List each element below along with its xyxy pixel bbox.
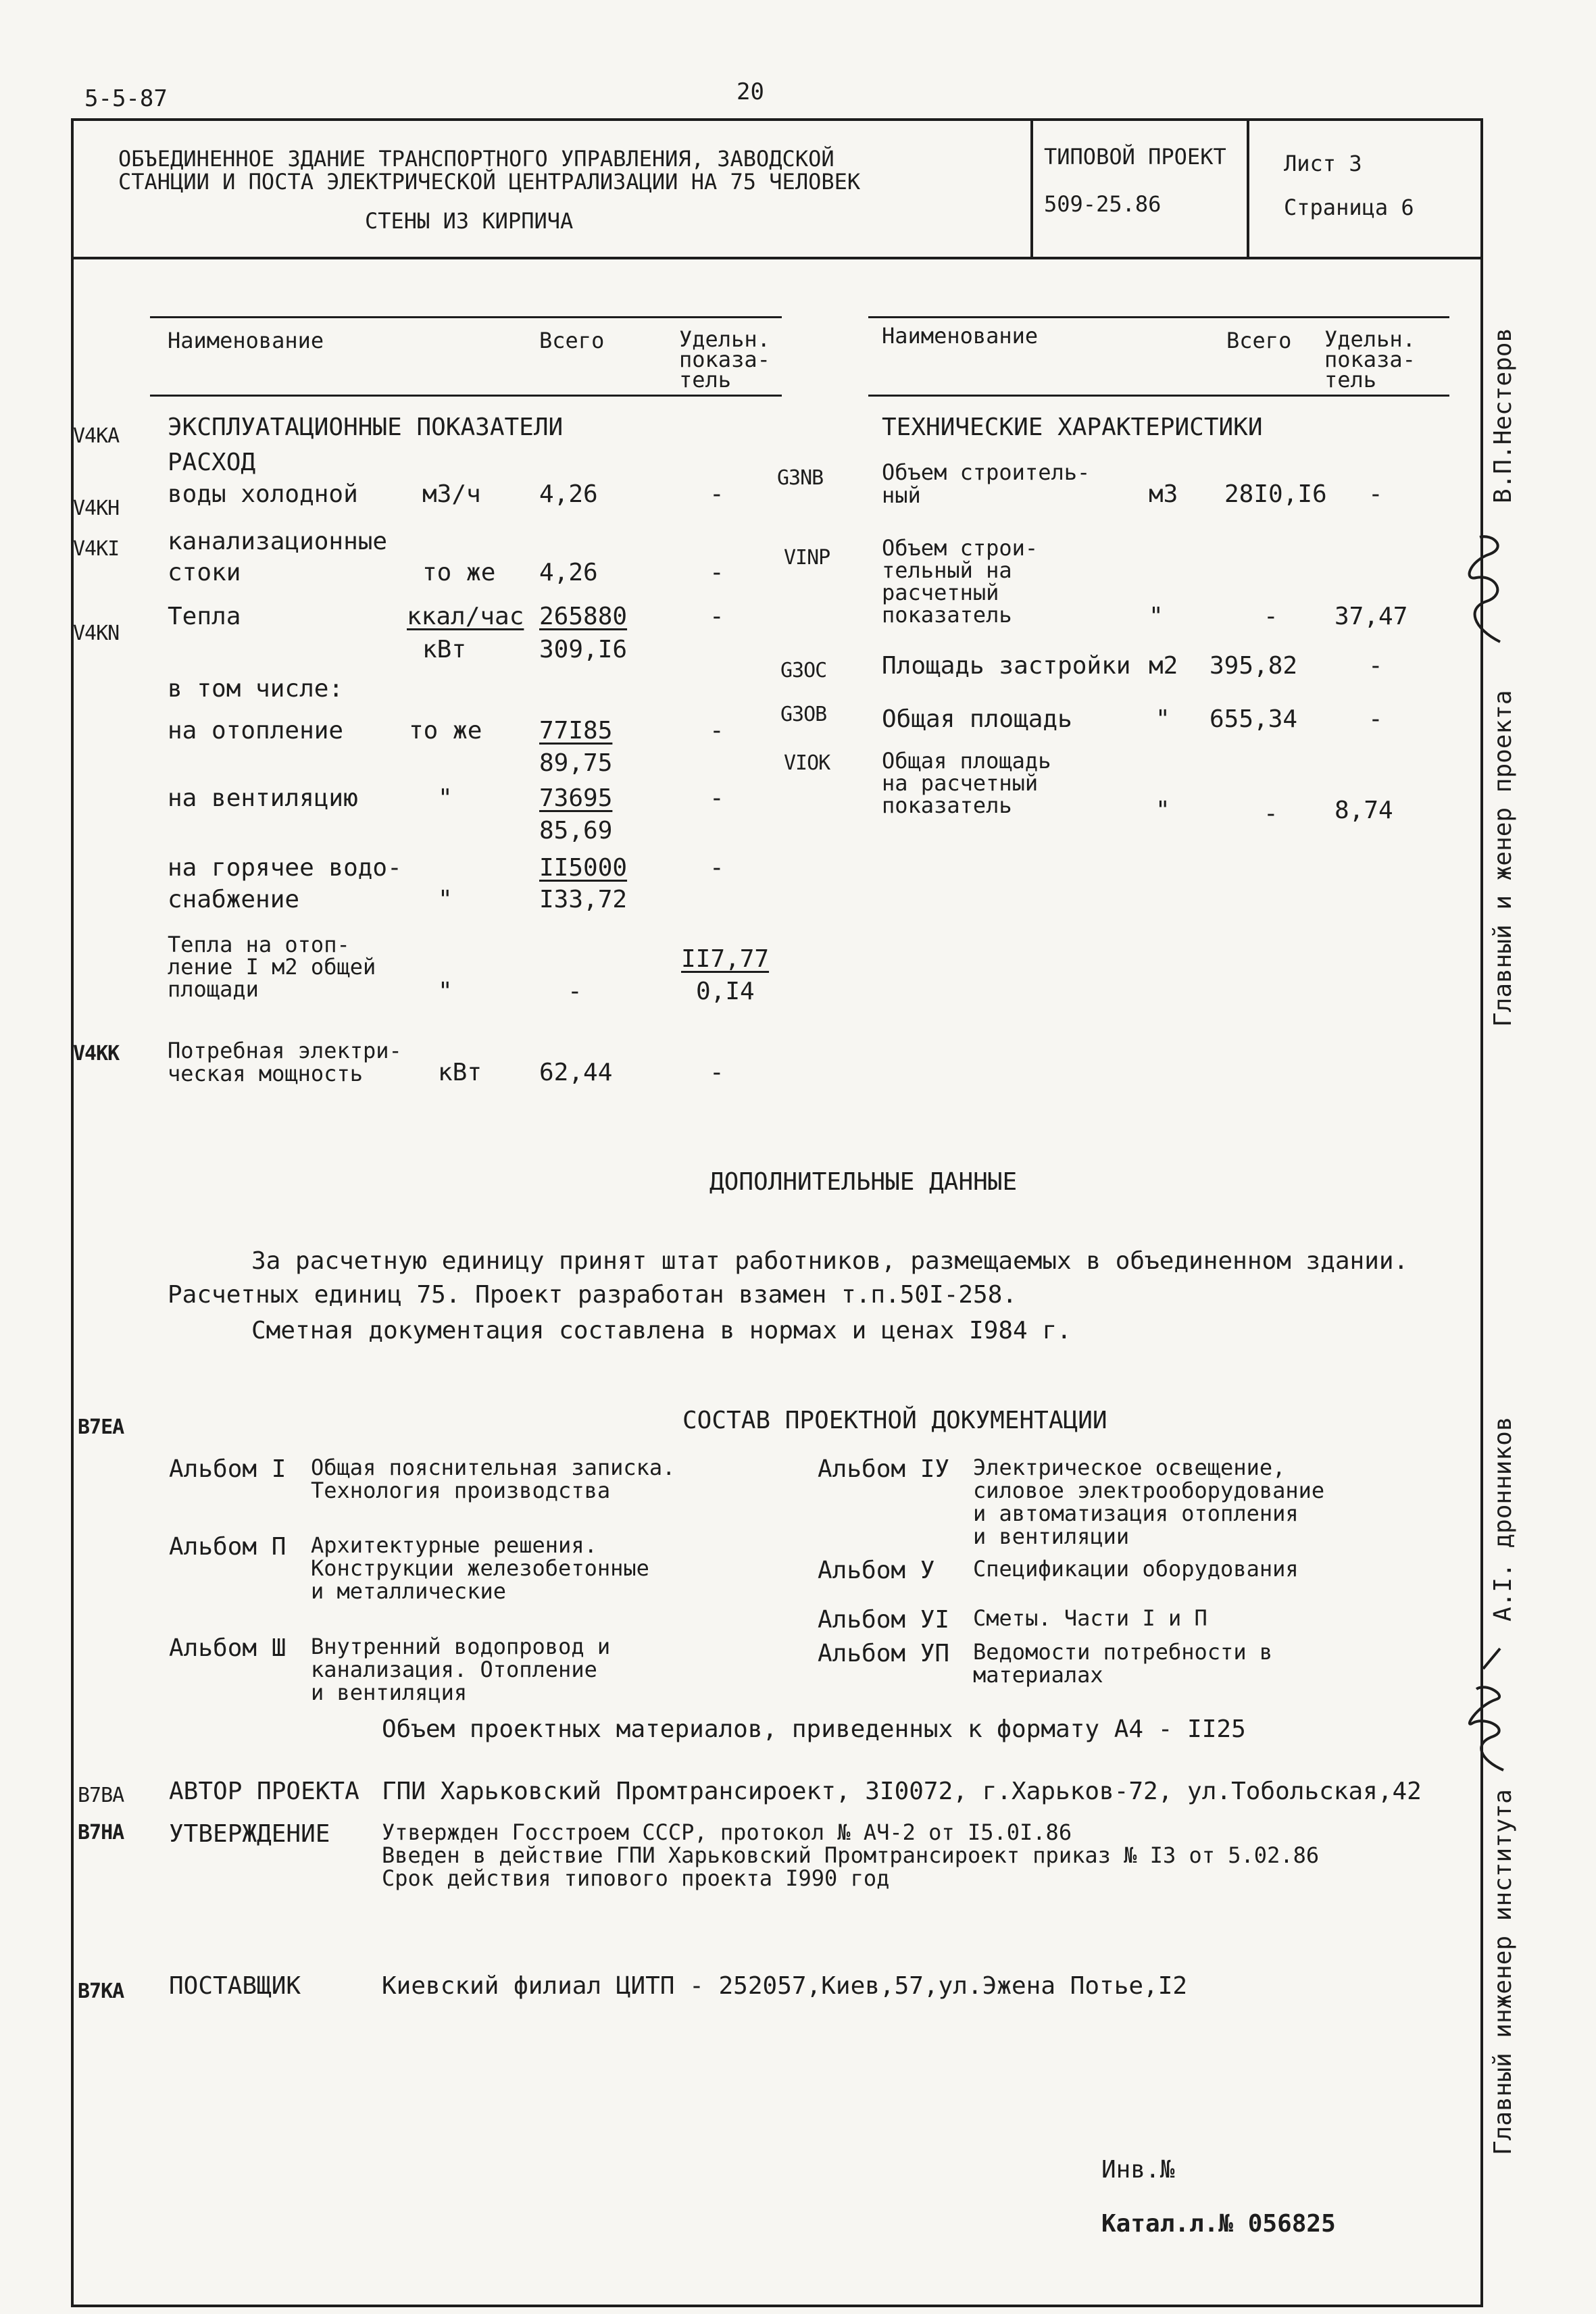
author-label: АВТОР ПРОЕКТА [169,1778,359,1805]
chief-engineer-project: Главный и женер проекта [1489,690,1517,1027]
album-4-label: Альбом IУ [818,1455,950,1483]
ventilation-label: на вентиляцию [168,784,358,812]
code-b7ha: B7HA [78,1821,124,1844]
area-per-unit-label: Общая площадь на расчетный показатель [882,748,1051,818]
page-number: 20 [737,78,764,105]
heat-per-m2-total: - [568,978,582,1005]
additional-paragraph-2: Расчетных единиц 75. Проект разработан взамен т.п.50I-258. [168,1281,1018,1309]
sewage-spec: - [709,559,724,586]
document-code: 5-5-87 [84,85,168,112]
code-v4kh: V4KH [73,497,120,520]
title-line-1: ОБЪЕДИНЕННОЕ ЗДАНИЕ ТРАНСПОРТНОГО УПРАВЛЕНИЯ, ЗАВОДСКОЙ [118,146,834,172]
ventilation-unit: " [438,784,453,812]
code-v4kk: V4KK [73,1042,120,1065]
code-g3ob: G3OB [780,703,827,726]
area-per-unit-unit: " [1155,797,1170,824]
album-5-label: Альбом У [818,1557,935,1584]
supplier-text: Киевский филиал ЦИТП - 252057,Киев,57,ул.Эжена Потье,I2 [382,1972,1188,2000]
hot-water-unit: " [438,886,453,913]
code-g3oc: G3OC [780,659,827,682]
heating-value-2: 89,75 [539,749,613,777]
right-header-bottom-rule [868,395,1449,397]
volume-per-unit-total: - [1264,603,1278,630]
total-area-spec: - [1368,705,1383,733]
album-6-label: Альбом УI [818,1606,950,1634]
cold-water-spec: - [709,480,724,508]
left-header-total: Всего [539,328,605,353]
heat-per-m2-unit: " [438,978,453,1005]
chief-engineer-institute-name: А.I. дронников [1489,1416,1517,1621]
left-header-bottom-rule [150,395,782,397]
chief-engineer-project-name: В.П.Нестеров [1489,327,1517,503]
hot-water-label-2: снабжение [168,886,300,913]
cold-water-unit: м3/ч [422,480,481,508]
electric-power-label: Потребная электри- ческая мощность [168,1038,402,1086]
heat-unit-kcal: ккал/час [407,603,524,630]
code-b7ka: B7KA [78,1980,124,2003]
section-technical: ТЕХНИЧЕСКИЕ ХАРАКТЕРИСТИКИ [882,413,1263,441]
heat-per-m2-label: Тепла на отоп- ление I м2 общей площади [168,932,376,1002]
composition-title: СОСТАВ ПРОЕКТНОЙ ДОКУМЕНТАЦИИ [682,1407,1107,1434]
volume-label: Объем строитель- ный [882,459,1091,508]
project-type: ТИПОВОЙ ПРОЕКТ [1044,144,1226,170]
heating-spec: - [709,717,724,745]
code-v4ki: V4KI [73,537,120,561]
left-header-name: Наименование [168,328,324,353]
heating-unit: то же [409,717,482,745]
volume-value: 28I0,I6 [1224,480,1327,508]
title-line-2: СТАНЦИИ И ПОСТА ЭЛЕКТРИЧЕСКОЙ ЦЕНТРАЛИЗАЦИИ НА 75 ЧЕЛОВЕК [118,169,861,195]
album-5-desc: Спецификации оборудования [973,1556,1299,1582]
sewage-label-2: стоки [168,559,241,586]
sewage-label-1: канализационные [168,528,388,555]
right-header-total: Всего [1226,328,1292,353]
section-operational: ЭКСПЛУАТАЦИОННЫЕ ПОКАЗАТЕЛИ [168,413,564,441]
cold-water-value: 4,26 [539,480,598,508]
left-header-top-rule [150,316,782,318]
author-text: ГПИ Харьковский Промтрансироект, 3I0072, г.Харьков-72, ул.Тобольская,42 [382,1778,1422,1805]
ventilation-value-1: 73695 [539,784,613,812]
heat-unit-kw: кВт [422,636,467,663]
ventilation-value-2: 85,69 [539,817,613,845]
additional-paragraph-3: Сметная документация составлена в нормах и ценах I984 г. [251,1317,1072,1344]
album-6-desc: Сметы. Части I и П [973,1605,1207,1631]
code-v4ka: V4KA [73,424,120,448]
total-area-value: 655,34 [1210,705,1298,733]
album-2-label: Альбом П [169,1533,286,1561]
built-area-spec: - [1368,652,1383,680]
code-g3nb: G3NB [777,466,824,490]
sewage-unit: то же [422,559,496,586]
hot-water-value-1: II5000 [539,854,628,882]
code-vinp: VINP [784,546,830,570]
rashod-label: РАСХОД [168,449,256,476]
album-4-desc: Электрическое освещение, силовое электрооборудование и автоматизация отопления и вентиляции [973,1455,1325,1549]
total-area-unit: " [1155,705,1170,733]
right-header-top-rule [868,316,1449,318]
electric-power-unit: кВт [438,1059,482,1086]
code-b7ea: B7EA [78,1415,124,1439]
right-header-name: Наименование [882,323,1039,349]
header-vline-1 [1030,118,1033,257]
page-label: Страница 6 [1284,195,1414,220]
title-line-3: СТЕНЫ ИЗ КИРПИЧА [365,208,574,234]
chief-engineer-institute: Главный инженер института [1489,1789,1517,2155]
hot-water-value-2: I33,72 [539,886,628,913]
heat-per-m2-spec-1: II7,77 [681,945,770,973]
approval-text: Утвержден Госстроем СССР, протокол № АЧ-2 от I5.0I.86 Введен в действие ГПИ Харьковский Промтрансироект приказ № I3 от 5.02.86 Срок действия типового проекта I990 год [382,1819,1320,1891]
album-1-label: Альбом I [169,1455,286,1483]
heat-value-kw: 309,I6 [539,636,628,663]
album-2-desc: Архитектурные решения. Конструкции железобетонные и металлические [311,1532,649,1604]
volume-of-materials: Объем проектных материалов, приведенных к формату А4 - II25 [382,1715,1246,1743]
sewage-value: 4,26 [539,559,598,586]
heating-value-1: 77I85 [539,717,613,745]
heat-label: Тепла [168,603,241,630]
signature-nesterov-icon [1460,527,1514,649]
header-vline-2 [1247,118,1249,257]
inventory-number: Инв.№ [1101,2156,1175,2184]
cold-water-label: воды холодной [168,480,358,508]
album-1-desc: Общая пояснительная записка. Технология производства [311,1455,676,1503]
additional-paragraph-1: За расчетную единицу принят штат работников, размещаемых в объединенном здании. [251,1247,1409,1275]
hot-water-spec: - [709,854,724,882]
code-v4kn: V4KN [73,622,120,645]
heating-label: на отопление [168,717,344,745]
volume-per-unit-unit: " [1149,603,1164,630]
signature-dronnikov-icon [1460,1642,1514,1777]
header-divider [71,257,1483,259]
volume-per-unit-spec: 37,47 [1335,603,1408,630]
code-b7ba: B7BA [78,1784,124,1807]
electric-power-value: 62,44 [539,1059,613,1086]
total-area-label: Общая площадь [882,705,1072,733]
supplier-label: ПОСТАВЩИК [169,1972,301,2000]
built-area-unit: м2 [1149,652,1178,680]
left-header-spec: Удельн. показа- тель [679,326,770,393]
hot-water-label-1: на горячее водо- [168,854,402,882]
right-header-spec: Удельн. показа- тель [1324,326,1416,393]
ventilation-spec: - [709,784,724,812]
volume-per-unit-label: Объем строи- тельный на расчетный показатель [882,535,1039,628]
electric-power-spec: - [709,1059,724,1086]
project-number: 509-25.86 [1044,191,1162,217]
album-3-label: Альбом Ш [169,1634,286,1662]
volume-unit: м3 [1149,480,1178,508]
approval-label: УТВЕРЖДЕНИЕ [169,1820,330,1848]
catalog-number: Катал.л.№ 056825 [1101,2210,1336,2238]
album-7-desc: Ведомости потребности в материалах [973,1639,1273,1688]
heat-spec: - [709,603,724,630]
album-3-desc: Внутренний водопровод и канализация. Отопление и вентиляция [311,1634,611,1705]
additional-title: ДОПОЛНИТЕЛЬНЫЕ ДАННЫЕ [709,1168,1018,1196]
built-area-value: 395,82 [1210,652,1298,680]
sheet-number: Лист 3 [1284,151,1362,176]
built-area-label: Площадь застройки [882,652,1131,680]
album-7-label: Альбом УП [818,1640,950,1667]
area-per-unit-total: - [1264,800,1278,828]
volume-spec: - [1368,480,1383,508]
code-viok: VIOK [784,751,830,775]
heat-per-m2-spec-2: 0,I4 [696,978,755,1005]
area-per-unit-spec: 8,74 [1335,797,1393,824]
including-label: в том числе: [168,675,344,703]
heat-value-kcal: 265880 [539,603,628,630]
